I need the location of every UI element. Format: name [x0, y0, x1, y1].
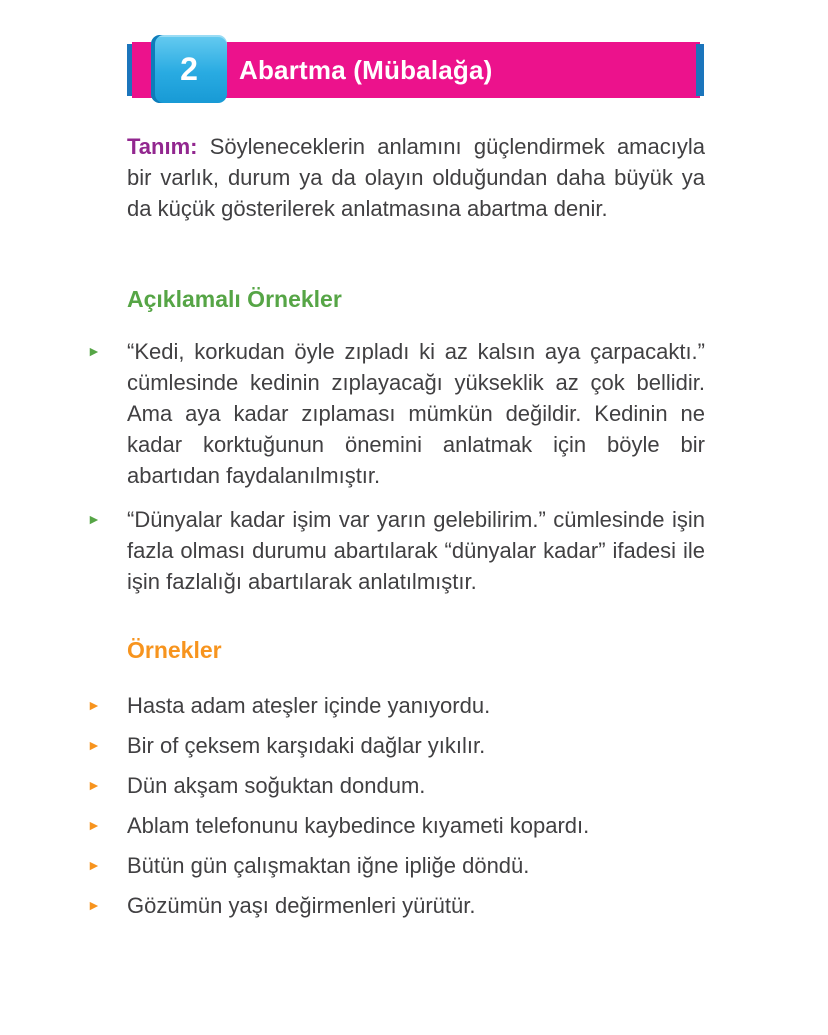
definition-text: Söyleneceklerin anlamını güçlendirmek amacıyla bir varlık, durum ya da olayın olduğundan daha büyük ya da küçük gösterilerek anlatmasına abartma denir. [127, 134, 705, 221]
page-content [87, 131, 705, 930]
definition-label: Tanım: [127, 134, 198, 159]
list-item-text: Ablam telefonunu kaybedince kıyameti kopardı. [127, 813, 590, 838]
list-item [87, 690, 705, 721]
triangle-bullet-icon: ► [87, 511, 101, 527]
section-header [127, 42, 704, 98]
list-item-text: Bir of çeksem karşıdaki dağlar yıkılır. [127, 733, 486, 758]
list-item-text: Hasta adam ateşler içinde yanıyordu. [127, 693, 491, 718]
list-item [87, 770, 705, 801]
triangle-bullet-icon: ► [87, 343, 101, 359]
triangle-bullet-icon: ► [87, 777, 101, 793]
explained-examples-list [87, 336, 705, 597]
list-item-text: Dün akşam soğuktan dondum. [127, 773, 426, 798]
list-item-text: Gözümün yaşı değirmenleri yürütür. [127, 893, 476, 918]
triangle-bullet-icon: ► [87, 697, 101, 713]
explained-examples-heading: Açıklamalı Örnekler [127, 286, 342, 312]
list-item [87, 890, 705, 921]
list-item [87, 336, 705, 491]
triangle-bullet-icon: ► [87, 897, 101, 913]
examples-heading: Örnekler [127, 637, 222, 663]
triangle-bullet-icon: ► [87, 817, 101, 833]
list-item-text: Bütün gün çalışmaktan iğne ipliğe döndü. [127, 853, 530, 878]
section-number-badge [151, 35, 227, 103]
triangle-bullet-icon: ► [87, 857, 101, 873]
list-item [87, 730, 705, 761]
list-item-text: “Kedi, korkudan öyle zıpladı ki az kalsın aya çarpacaktı.” cümlesinde kedinin zıplayacağı yükseklik az çok bellidir. Ama aya kadar zıplaması mümkün değildir. Kedinin ne kadar korktuğunun önemini anlatmak için böyle bir abartıdan faydalanılmıştır. [127, 339, 705, 488]
list-item [87, 850, 705, 881]
banner-right-accent [696, 44, 704, 96]
list-item [87, 810, 705, 841]
section-number: 2 [180, 50, 198, 87]
section-title: Abartma (Mübalağa) [239, 54, 493, 85]
triangle-bullet-icon: ► [87, 737, 101, 753]
list-item [87, 504, 705, 597]
definition-paragraph [127, 131, 705, 224]
examples-list [87, 690, 705, 921]
list-item-text: “Dünyalar kadar işim var yarın gelebilirim.” cümlesinde işin fazla olması durumu abartılarak “dünyalar kadar” ifadesi ile işin fazlalığı abartılarak anlatılmıştır. [127, 507, 705, 594]
